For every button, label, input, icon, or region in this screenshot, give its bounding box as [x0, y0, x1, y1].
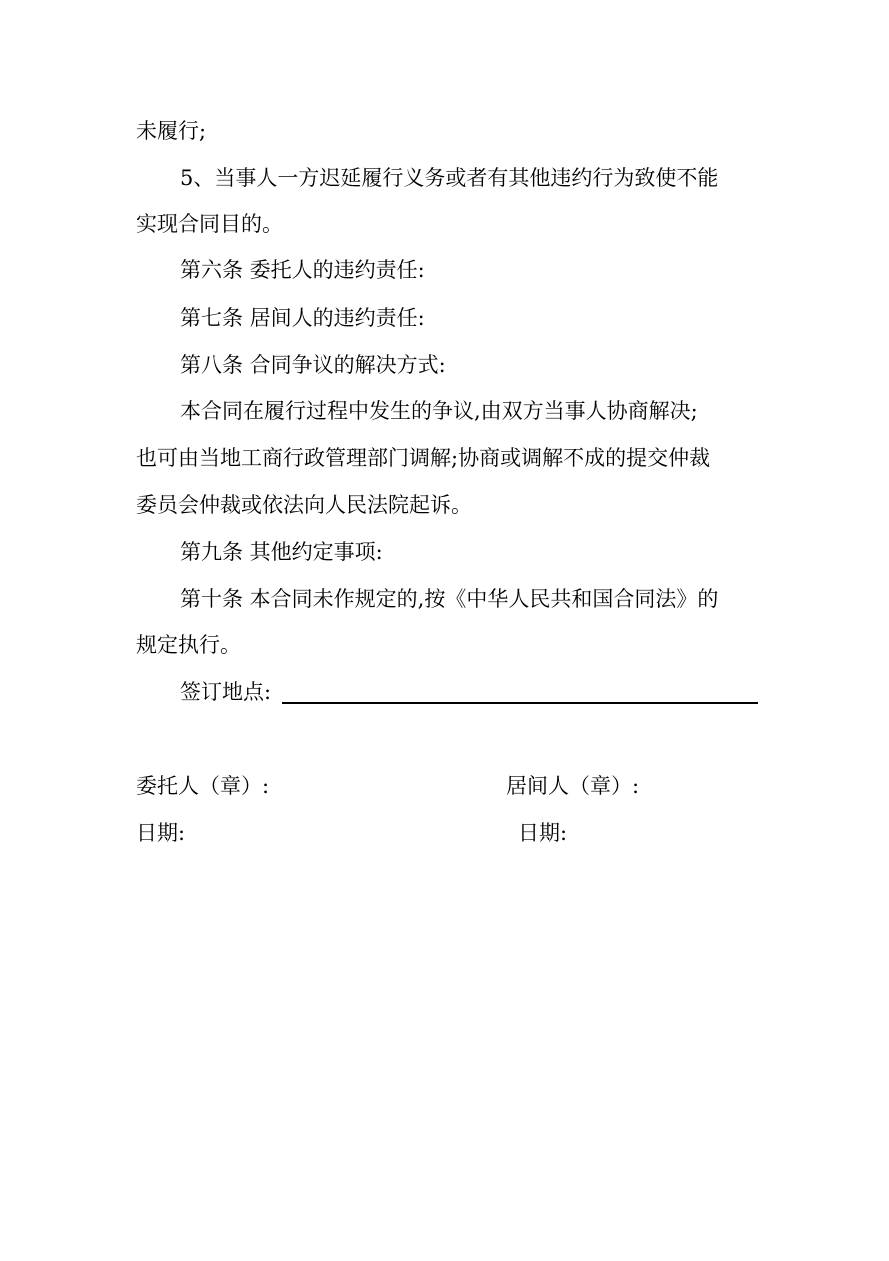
text-line: 本合同在履行过程中发生的争议,由双方当事人协商解决; — [180, 399, 698, 423]
client-seal-label: 委托人（章）: — [136, 774, 270, 798]
signing-place-label: 签订地点: — [180, 680, 272, 704]
client-date-label: 日期: — [136, 821, 186, 845]
article-8: 第八条 合同争议的解决方式: — [180, 353, 446, 377]
text-line: 实现合同目的。 — [136, 212, 283, 236]
text-line: 未履行; — [136, 119, 207, 143]
signing-place-blank — [282, 702, 758, 704]
text-line: 规定执行。 — [136, 633, 241, 657]
article-10: 第十条 本合同未作规定的,按《中华人民共和国合同法》的 — [180, 587, 719, 611]
text-line: 也可由当地工商行政管理部门调解;协商或调解不成的提交仲裁 — [136, 446, 711, 470]
text-line: 委员会仲裁或依法向人民法院起诉。 — [136, 493, 472, 517]
text-line: 5、当事人一方迟延履行义务或者有其他违约行为致使不能 — [180, 166, 719, 190]
article-6: 第六条 委托人的违约责任: — [180, 258, 425, 282]
broker-date-label: 日期: — [518, 821, 568, 845]
broker-seal-label: 居间人（章）: — [506, 774, 640, 798]
article-9: 第九条 其他约定事项: — [180, 540, 383, 564]
article-7: 第七条 居间人的违约责任: — [180, 306, 425, 330]
